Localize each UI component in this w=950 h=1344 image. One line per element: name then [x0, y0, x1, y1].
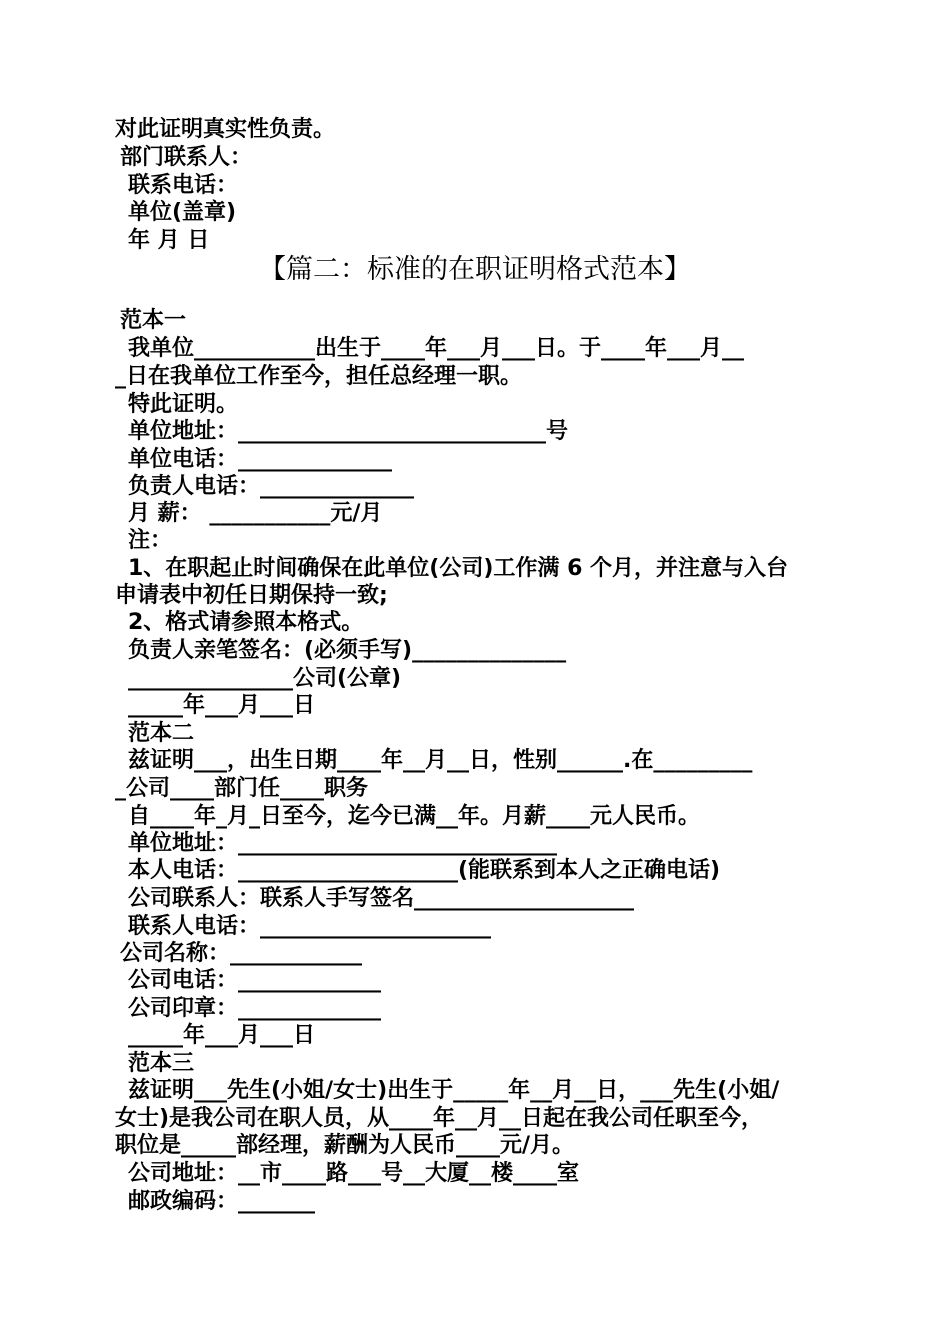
- sample1-line: 我单位___________出生于____年___月___日。于____年___月__: [128, 336, 745, 361]
- sample3-line: 职位是_____部经理，薪酬为人民币____元/月。: [115, 1133, 575, 1158]
- unit-address-field: 单位地址：____________________________号: [128, 419, 569, 444]
- note-item: 1、在职起止时间确保在此单位(公司)工作满 6 个月，并注意与入台: [128, 556, 789, 581]
- salary-field: 月 薪： ___________元/月: [128, 501, 383, 526]
- unit-phone-field: 单位电话：______________: [128, 447, 393, 472]
- section-title: 【篇二：标准的在职证明格式范本】: [259, 254, 691, 285]
- sample3-line: 兹证明___先生(小姐/女士)出生于_____年__月__日，___先生(小姐/: [128, 1078, 780, 1103]
- company-name-field: 公司名称：____________: [120, 941, 363, 966]
- text-line: 对此证明真实性负责。: [115, 117, 336, 142]
- company-seal-field: 公司印章：_____________: [128, 996, 382, 1021]
- contact-person-label: 部门联系人：: [120, 145, 253, 170]
- sample2-line: 兹证明___，出生日期____年__月__日，性别______.在_________: [128, 748, 753, 773]
- company-seal-field: _______________公司(公章): [128, 666, 402, 691]
- contact-phone-field: 联系人电话：_____________________: [128, 914, 492, 939]
- sample3-line: 女士)是我公司在职人员，从____年__月__日起在我公司任职至今，: [115, 1106, 764, 1131]
- sample2-line: _公司____部门任____职务: [115, 776, 369, 801]
- sample1-line: 特此证明。: [128, 392, 239, 417]
- sample1-heading: 范本一: [120, 308, 187, 333]
- date-line: _____年___月___日: [128, 1023, 316, 1048]
- contact-phone-label: 联系电话：: [128, 173, 239, 198]
- company-address-field: 公司地址：__市____路___号__大厦__楼____室: [128, 1161, 580, 1186]
- sample2-line: 自____年_月_日至今，迄今已满__年。月薪____元人民币。: [128, 804, 701, 829]
- sample1-line: _日在我单位工作至今，担任总经理一职。: [115, 364, 523, 389]
- date-line: 年 月 日: [128, 228, 210, 253]
- sample3-heading: 范本三: [128, 1051, 195, 1076]
- note-item: 申请表中初任日期保持一致;: [115, 583, 388, 608]
- company-contact-field: 公司联系人：联系人手写签名____________________: [128, 886, 635, 911]
- postal-code-field: 邮政编码：_______: [128, 1189, 316, 1214]
- leader-phone-field: 负责人电话：______________: [128, 474, 415, 499]
- sample2-heading: 范本二: [128, 721, 195, 746]
- note-item: 2、格式请参照本格式。: [128, 610, 364, 635]
- date-line: _____年___月___日: [128, 693, 316, 718]
- signature-field: 负责人亲笔签名：(必须手写)______________: [128, 638, 567, 663]
- note-label: 注：: [128, 528, 173, 553]
- unit-seal-label: 单位(盖章): [128, 200, 237, 225]
- self-phone-field: 本人电话：____________________(能联系到本人之正确电话): [128, 858, 721, 883]
- unit-address-field: 单位地址：_____________________________: [128, 831, 558, 856]
- company-phone-field: 公司电话：_____________: [128, 968, 382, 993]
